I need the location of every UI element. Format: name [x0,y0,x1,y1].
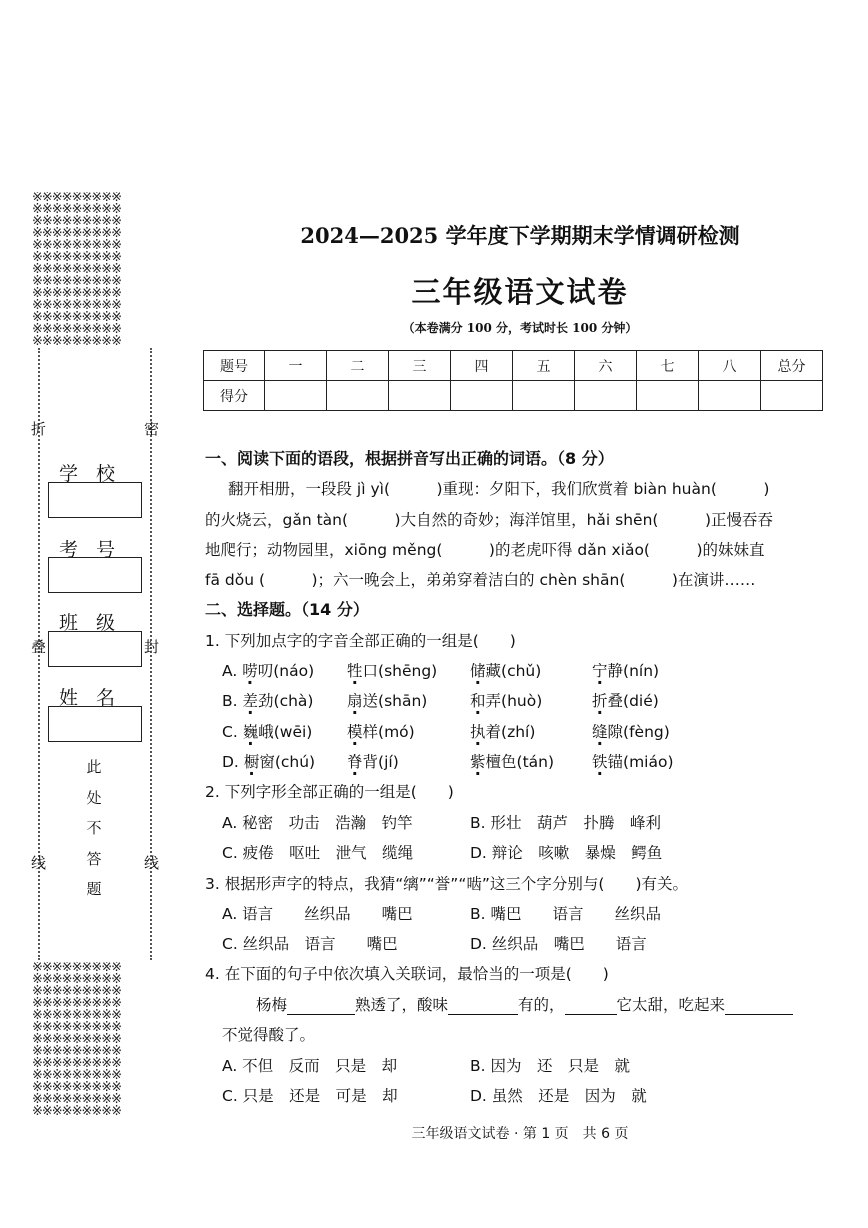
score-cell[interactable] [637,381,699,411]
question-1-option-word [347,752,399,772]
question-4-option-b[interactable]: B. 因为 还 只是 就 [470,1057,630,1075]
pinyin: (fèng) [623,723,670,741]
dotted-character: 橱 [243,753,260,771]
fold-label-xian-left: 线 [31,854,47,872]
dotted-character: 储 [470,662,486,680]
answer-blank[interactable] [725,998,793,1015]
section1-line: fā dǒu ( )；六一晚会上，弟弟穿着洁白的 chèn shān( )在演讲…… [205,571,756,589]
warning-char: 不 [86,819,102,837]
question-1-option-word [470,752,554,772]
question-2-option-c[interactable]: C. 疲倦 呕吐 泄气 缆绳 [222,844,414,862]
word-rest: 样 [362,723,379,741]
question-2-stem: 2. 下列字形全部正确的一组是( ) [205,783,454,801]
pinyin: (chà) [273,692,314,710]
dotted-character: 扇 [347,692,363,710]
word-rest: 叨 [257,662,274,680]
fold-label-zhe: 折 [31,420,47,438]
word-rest: 峨 [258,723,274,741]
section1-line: 翻开相册，一段段 jì yì( )重现：夕阳下，我们欣赏着 biàn huàn( ) [228,480,770,498]
score-cell[interactable] [389,381,451,411]
question-3-option-b[interactable]: B. 嘴巴 语言 丝织品 [470,905,661,923]
question-3-option-c[interactable]: C. 丝织品 语言 嘴巴 [222,935,398,953]
question-2-option-a[interactable]: A. 秘密 功击 浩瀚 钓竿 [222,814,413,832]
question-1-option-word [470,722,535,742]
paper-title: 三年级语文试卷 [411,275,629,309]
dotted-character: 宁 [592,662,608,680]
page-footer: 三年级语文试卷 · 第 1 页 共 6 页 [411,1126,629,1142]
question-1-option-word [592,661,659,681]
school-field[interactable] [48,482,142,518]
answer-blank[interactable] [287,998,355,1015]
score-cell-header: 六 [575,351,637,381]
dotted-character: 铁 [592,753,608,771]
word-rest: 着 [485,723,502,741]
sentence-part: 它太甜，吃起来 [616,996,726,1014]
dotted-character: 缝 [592,723,608,741]
score-row-label: 得分 [204,381,265,411]
option-letter: C. [222,723,243,741]
word-rest: 隙 [607,723,624,741]
decorative-pattern-top: ※※※※※※※※※ ※※※※※※※※※ ※※※※※※※※※ ※※※※※※※※※ ※※※※※※※※※ ※※※※※※※※※ ※※※※※※※※※ ※※※※※※※※※ ※※※※※※※※※ ※※※※※※※※※ ※※※※※※※※※ ※※※※※※※※※ ※※※※※※※※※ [32,192,122,348]
dotted-character: 牲 [347,662,363,680]
option-letter: B. [222,692,243,710]
dotted-character: 脊 [347,753,363,771]
sentence-part: 杨梅 [256,996,288,1014]
word-rest: 劲 [258,692,274,710]
word-rest: 弄 [485,692,502,710]
dotted-character: 模 [347,723,363,741]
question-4-sentence-end: 不觉得酸了。 [222,1026,316,1044]
warning-char: 处 [86,789,102,807]
question-4-sentence [256,995,793,1015]
question-1-option-word[interactable] [222,752,315,772]
question-1-option-word [470,691,542,711]
fold-label-xian-right: 线 [144,854,160,872]
class-field[interactable] [48,631,142,667]
question-2-option-d[interactable]: D. 辩论 咳嗽 暴燥 鳄鱼 [470,844,663,862]
score-cell-header: 一 [265,351,327,381]
pinyin: (tán) [516,753,555,771]
sentence-part: 有的， [518,996,565,1014]
word-rest: 檀色 [485,753,517,771]
score-cell[interactable] [699,381,761,411]
question-1-option-word [347,722,415,742]
score-cell-header: 七 [637,351,699,381]
question-1-option-word[interactable] [222,691,313,711]
question-4-option-d[interactable]: D. 虽然 还是 因为 就 [470,1087,647,1105]
name-field[interactable] [48,706,142,742]
score-table-header-row [204,351,823,381]
answer-blank[interactable] [565,998,617,1015]
dotted-character: 执 [470,723,486,741]
pinyin: (mó) [378,723,415,741]
pinyin: (huò) [501,692,543,710]
fold-label-feng: 封 [144,638,160,656]
exam-note: （本卷满分 100 分，考试时长 100 分钟） [402,321,638,335]
question-1-option-word [470,661,541,681]
score-cell[interactable] [761,381,823,411]
question-3-option-d[interactable]: D. 丝织品 嘴巴 语言 [470,935,647,953]
section1-heading: 一、阅读下面的语段，根据拼音写出正确的词语。（8 分） [205,449,614,468]
fold-label-die: 叠 [31,638,47,656]
exam-number-label: 考号 [58,539,133,561]
question-3-stem: 3. 根据形声字的特点，我猜“缡”“誉”“啮”这三个字分别与( )有关。 [205,875,688,893]
score-cell-header: 四 [451,351,513,381]
question-1-option-word[interactable] [222,661,314,681]
question-2-option-b[interactable]: B. 形壮 葫芦 扑腾 峰利 [470,814,661,832]
score-table-score-row [204,381,823,411]
class-label: 班级 [58,612,133,634]
pinyin: (shān) [378,692,428,710]
section2-heading: 二、选择题。（14 分） [205,600,369,619]
word-rest: 口 [362,662,379,680]
score-cell-header: 题号 [204,351,265,381]
pinyin: (miáo) [623,753,674,771]
pinyin: (chú) [274,753,316,771]
dotted-character: 和 [470,692,486,710]
pinyin: (jí) [378,753,399,771]
question-1-stem: 1. 下列加点字的字音全部正确的一组是( ) [205,632,516,650]
warning-char: 此 [86,758,102,776]
name-label: 姓名 [58,687,133,709]
dotted-character: 紫 [470,753,486,771]
score-cell-header: 总分 [761,351,823,381]
score-cell[interactable] [265,381,327,411]
score-cell-header: 二 [327,351,389,381]
word-rest: 静 [607,662,624,680]
score-table [203,350,823,411]
question-1-option-word [592,752,674,772]
question-4-option-a[interactable]: A. 不但 反而 只是 却 [222,1057,398,1075]
score-cell-header: 八 [699,351,761,381]
word-rest: 藏 [485,662,502,680]
word-rest: 背 [362,753,379,771]
question-3-option-a[interactable]: A. 语言 丝织品 嘴巴 [222,905,413,923]
word-rest: 窗 [259,753,275,771]
word-rest: 叠 [607,692,624,710]
warning-char: 答 [86,850,102,868]
section1-line: 地爬行；动物园里，xiōng měng( )的老虎吓得 dǎn xiǎo( )的妹妹直 [205,541,765,559]
question-4-stem: 4. 在下面的句子中依次填入关联词，最恰当的一项是( ) [205,965,609,983]
pinyin: (nín) [623,662,660,680]
dotted-character: 差 [242,692,259,710]
section1-line: 的火烧云，gǎn tàn( )大自然的奇妙；海洋馆里，hǎi shēn( )正慢吞吞 [205,511,773,529]
score-cell[interactable] [575,381,637,411]
answer-blank[interactable] [448,998,518,1015]
question-1-option-word [347,691,427,711]
word-rest: 锚 [607,753,624,771]
pinyin: (náo) [273,662,315,680]
pinyin: (shēng) [378,662,438,680]
pinyin: (zhí) [501,723,536,741]
score-cell-header: 三 [389,351,451,381]
pinyin: (wēi) [273,723,313,741]
exam-title: 2024—2025 学年度下学期期末学情调研检测 [300,223,740,248]
score-cell[interactable] [513,381,575,411]
question-1-option-word [592,722,670,742]
score-cell-header: 五 [513,351,575,381]
score-cell[interactable] [451,381,513,411]
exam-number-field[interactable] [48,557,142,593]
dotted-character: 巍 [242,723,259,741]
dotted-character: 折 [592,692,608,710]
school-label: 学校 [58,463,133,485]
fold-label-mi: 密 [144,420,160,438]
pinyin: (chǔ) [501,662,542,680]
word-rest: 送 [362,692,379,710]
pinyin: (dié) [623,692,659,710]
decorative-pattern-bottom: ※※※※※※※※※ ※※※※※※※※※ ※※※※※※※※※ ※※※※※※※※※ ※※※※※※※※※ ※※※※※※※※※ ※※※※※※※※※ ※※※※※※※※※ ※※※※※※※※※ ※※※※※※※※※ ※※※※※※※※※ ※※※※※※※※※ ※※※※※※※※※ [32,962,122,1118]
option-letter: D. [222,753,244,771]
score-cell[interactable] [327,381,389,411]
warning-char: 题 [86,880,102,898]
option-letter: A. [222,662,243,680]
sentence-part: 熟透了，酸味 [355,996,449,1014]
question-1-option-word [347,661,437,681]
question-1-option-word[interactable] [222,722,312,742]
question-4-option-c[interactable]: C. 只是 还是 可是 却 [222,1087,398,1105]
question-1-option-word [592,691,659,711]
dotted-character: 唠 [242,662,258,680]
